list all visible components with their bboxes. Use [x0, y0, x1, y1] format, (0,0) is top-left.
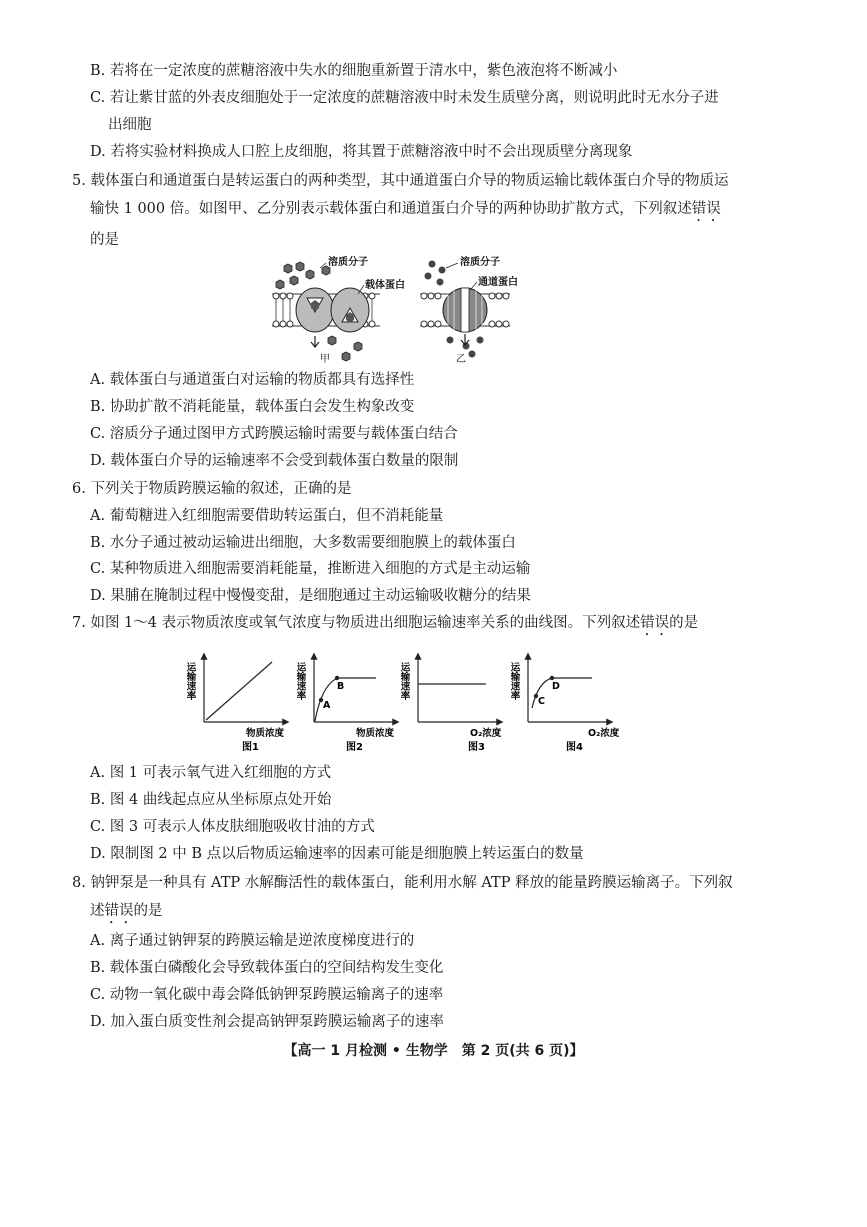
q8-option-d: D. 加入蛋白质变性剂会提高钠钾泵跨膜运输离子的速率 [90, 1014, 444, 1030]
q7-emphasis-wrong: 错误 [640, 615, 670, 631]
graph-2-xlabel: 物质浓度 [356, 728, 395, 739]
q4-option-d: D. 若将实验材料换成人口腔上皮细胞，将其置于蔗糖溶液中时不会出现质壁分离现象 [90, 144, 633, 160]
q6-option-b: B. 水分子通过被动运输进出细胞，大多数需要细胞膜上的载体蛋白 [90, 535, 516, 551]
q5-option-d: D. 载体蛋白介导的运输速率不会受到载体蛋白数量的限制 [90, 453, 459, 469]
label-solute-yi: 溶质分子 [460, 257, 500, 268]
q8-emphasis-wrong: 错误 [104, 903, 134, 919]
graph-1-ylabel: 运输速率 [184, 662, 196, 700]
q5-stem-line3: 的是 [90, 232, 119, 248]
q8-stem-line2-c: 的是 [133, 903, 163, 919]
graph-2-title: 图2 [346, 742, 363, 753]
graph-2-point-b [335, 676, 339, 680]
q7-stem-text: 7. 如图 1～4 表示物质浓度或氧气浓度与物质进出细胞运输速率关系的曲线图。下列叙述 [72, 615, 641, 631]
channel-protein-shape [443, 288, 487, 332]
q5-option-a: A. 载体蛋白与通道蛋白对运输的物质都具有选择性 [90, 372, 415, 388]
graph-4-ylabel: 运输速率 [508, 662, 520, 700]
graph-4-point-d [550, 676, 554, 680]
label-carrier-protein: 载体蛋白 [365, 280, 405, 291]
graph-1-xlabel: 物质浓度 [246, 728, 285, 739]
graph-3-xlabel: O₂浓度 [470, 728, 502, 739]
graph-4-label-c: C [538, 696, 545, 707]
graph-4 [509, 654, 620, 753]
q8-stem-line2 [90, 902, 163, 927]
q7-stem [72, 614, 698, 639]
q7-option-d: D. 限制图 2 中 B 点以后物质运输速率的因素可能是细胞膜上转运蛋白的数量 [90, 846, 584, 862]
q6-option-d: D. 果脯在腌制过程中慢慢变甜，是细胞通过主动运输吸收糖分的结果 [90, 588, 531, 604]
graph-2-label-b: B [337, 681, 345, 692]
q5-emphasis-wrong: 错误 [691, 201, 721, 217]
q7-option-c: C. 图 3 可表示人体皮肤细胞吸收甘油的方式 [90, 819, 375, 835]
q6-option-a: A. 葡萄糖进入红细胞需要借助转运蛋白，但不消耗能量 [90, 508, 444, 524]
q5-stem-line2 [90, 200, 721, 225]
label-solute-jia: 溶质分子 [328, 257, 368, 268]
graph-1 [185, 654, 289, 753]
carrier-protein-shape [296, 288, 369, 332]
transport-rate-graphs [180, 648, 640, 758]
graph-4-xlabel: O₂浓度 [588, 728, 620, 739]
graph-2-label-a: A [323, 700, 331, 711]
graph-1-title: 图1 [242, 742, 259, 753]
q5-stem-line1: 5. 载体蛋白和通道蛋白是转运蛋白的两种类型，其中通道蛋白介导的物质运输比载体蛋白介导的物质运 [72, 173, 729, 189]
graph-3 [399, 654, 503, 753]
q4-option-b: B. 若将在一定浓度的蔗糖溶液中失水的细胞重新置于清水中，紫色液泡将不断减小 [90, 63, 618, 79]
q8-option-c: C. 动物一氧化碳中毒会降低钠钾泵跨膜运输离子的速率 [90, 987, 444, 1003]
label-channel-protein: 通道蛋白 [478, 277, 518, 288]
q6-option-c: C. 某种物质进入细胞需要消耗能量，推断进入细胞的方式是主动运输 [90, 561, 531, 577]
q8-stem-line1: 8. 钠钾泵是一种具有 ATP 水解酶活性的载体蛋白，能利用水解 ATP 释放的能量跨膜运输离子。下列叙 [72, 875, 733, 891]
page-footer: 【高一 1 月检测 • 生物学 第 2 页(共 6 页)】 [283, 1043, 584, 1059]
q4-option-c-line1: C. 若让紫甘蓝的外表皮细胞处于一定浓度的蔗糖溶液中时未发生质壁分离，则说明此时无水分子进 [90, 90, 719, 106]
graph-2-ylabel: 运输速率 [294, 662, 306, 700]
q5-option-c: C. 溶质分子通过图甲方式跨膜运输时需要与载体蛋白结合 [90, 426, 458, 442]
q7-stem-end: 的是 [669, 615, 699, 631]
graph-3-title: 图3 [468, 742, 485, 753]
q4-option-c-line2: 出细胞 [108, 117, 152, 133]
label-jia: 甲 [320, 354, 330, 364]
q8-stem-line2-a: 述 [90, 903, 105, 919]
graph-1-curve [206, 662, 272, 720]
q6-stem: 6. 下列关于物质跨膜运输的叙述，正确的是 [72, 481, 352, 497]
label-yi: 乙 [456, 354, 466, 364]
q7-option-a: A. 图 1 可表示氧气进入红细胞的方式 [90, 765, 332, 781]
q7-option-b: B. 图 4 曲线起点应从坐标原点处开始 [90, 792, 332, 808]
q5-option-b: B. 协助扩散不消耗能量，载体蛋白会发生构象改变 [90, 399, 415, 415]
graph-4-title: 图4 [566, 742, 583, 753]
graph-2 [295, 654, 399, 753]
q8-option-a: A. 离子通过钠钾泵的跨膜运输是逆浓度梯度进行的 [90, 933, 415, 949]
graph-3-ylabel: 运输速率 [398, 662, 410, 700]
q5-stem-line2-text: 输快 1 000 倍。如图甲、乙分别表示载体蛋白和通道蛋白介导的两种协助扩散方式，下列叙述 [90, 201, 692, 217]
membrane-transport-figure [270, 254, 530, 364]
graph-4-label-d: D [552, 681, 560, 692]
q8-option-b: B. 载体蛋白磷酸化会导致载体蛋白的空间结构发生变化 [90, 960, 444, 976]
